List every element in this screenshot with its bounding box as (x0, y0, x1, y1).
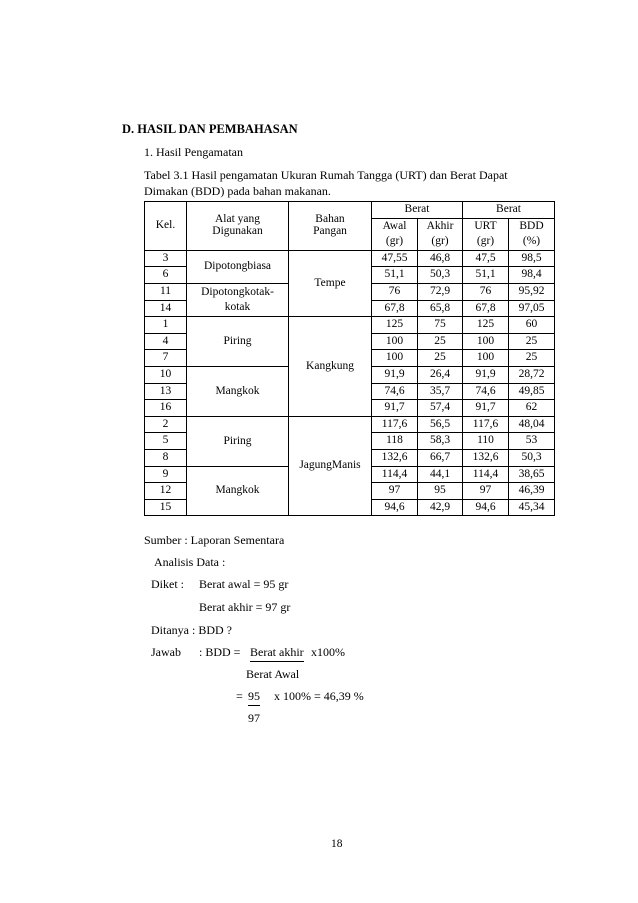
cell-urt: 100 (463, 350, 509, 367)
formula-denominator: Berat Awal (246, 667, 300, 681)
cell-kel: 1 (145, 317, 187, 334)
cell-bahan: Kangkung (289, 317, 372, 417)
cell-bdd: 95,92 (509, 283, 555, 300)
cell-urt: 67,8 (463, 300, 509, 317)
cell-bdd: 49,85 (509, 383, 555, 400)
cell-kel: 16 (145, 400, 187, 417)
cell-bdd: 38,65 (509, 466, 555, 483)
cell-kel: 11 (145, 283, 187, 300)
cell-kel: 5 (145, 433, 187, 450)
cell-urt: 94,6 (463, 499, 509, 516)
cell-akhir: 75 (418, 317, 463, 334)
cell-akhir: 26,4 (418, 366, 463, 383)
cell-awal: 47,55 (372, 250, 418, 267)
cell-urt: 91,9 (463, 366, 509, 383)
table-caption-line-1: Tabel 3.1 Hasil pengamatan Ukuran Rumah Tangga (URT) dan Berat Dapat (144, 168, 508, 182)
sub-heading: 1. Hasil Pengamatan (144, 145, 243, 159)
cell-bdd: 28,72 (509, 366, 555, 383)
cell-bdd: 48,04 (509, 416, 555, 433)
diket-berat-akhir: Berat akhir = 97 gr (199, 600, 291, 614)
cell-alat: Mangkok (187, 466, 289, 516)
cell-akhir: 95 (418, 483, 463, 500)
cell-awal: 100 (372, 333, 418, 350)
cell-awal: 76 (372, 283, 418, 300)
cell-alat: Dipotongkotak-kotak (187, 283, 289, 316)
cell-kel: 3 (145, 250, 187, 267)
cell-kel: 14 (145, 300, 187, 317)
cell-urt: 74,6 (463, 383, 509, 400)
cell-urt: 97 (463, 483, 509, 500)
cell-alat: Mangkok (187, 366, 289, 416)
cell-akhir: 35,7 (418, 383, 463, 400)
header-berat-group-1: Berat (372, 202, 463, 219)
calc-numerator: 95 (248, 689, 260, 706)
cell-kel: 9 (145, 466, 187, 483)
cell-urt: 110 (463, 433, 509, 450)
cell-urt: 47,5 (463, 250, 509, 267)
observation-table-body (145, 250, 555, 516)
cell-urt: 132,6 (463, 449, 509, 466)
header-berat-group-2: Berat (463, 202, 555, 219)
cell-awal: 74,6 (372, 383, 418, 400)
observation-table (144, 201, 555, 516)
header-awal: Awal (372, 218, 418, 234)
cell-kel: 7 (145, 350, 187, 367)
cell-bdd: 46,39 (509, 483, 555, 500)
cell-bahan: Tempe (289, 250, 372, 316)
cell-akhir: 44,1 (418, 466, 463, 483)
cell-urt: 91,7 (463, 400, 509, 417)
diket-label: Diket : (151, 577, 184, 591)
cell-bdd: 98,5 (509, 250, 555, 267)
cell-awal: 94,6 (372, 499, 418, 516)
cell-bdd: 25 (509, 350, 555, 367)
cell-akhir: 46,8 (418, 250, 463, 267)
cell-awal: 132,6 (372, 449, 418, 466)
formula-numerator: Berat akhir (250, 645, 304, 662)
cell-bdd: 97,05 (509, 300, 555, 317)
cell-awal: 91,9 (372, 366, 418, 383)
header-unit-bdd: (%) (509, 234, 555, 250)
cell-kel: 12 (145, 483, 187, 500)
header-akhir: Akhir (418, 218, 463, 234)
cell-kel: 15 (145, 499, 187, 516)
diket-berat-awal: Berat awal = 95 gr (199, 577, 289, 591)
cell-alat: Dipotongbiasa (187, 250, 289, 283)
cell-awal: 67,8 (372, 300, 418, 317)
header-alat: Alat yang Digunakan (187, 202, 289, 251)
cell-awal: 117,6 (372, 416, 418, 433)
table-row (145, 250, 555, 267)
table-source: Sumber : Laporan Sementara (144, 533, 285, 547)
cell-awal: 125 (372, 317, 418, 334)
cell-kel: 4 (145, 333, 187, 350)
cell-akhir: 56,5 (418, 416, 463, 433)
header-kel: Kel. (145, 202, 187, 251)
cell-awal: 51,1 (372, 267, 418, 284)
cell-urt: 125 (463, 317, 509, 334)
section-heading: D. HASIL DAN PEMBAHASAN (122, 122, 298, 136)
cell-bahan: JagungManis (289, 416, 372, 516)
jawab-label: Jawab (151, 645, 181, 659)
calc-result: x 100% = 46,39 % (274, 689, 364, 703)
cell-awal: 97 (372, 483, 418, 500)
header-urt: URT (463, 218, 509, 234)
cell-awal: 118 (372, 433, 418, 450)
cell-bdd: 50,3 (509, 449, 555, 466)
analysis-title: Analisis Data : (154, 555, 226, 569)
table-row (145, 317, 555, 334)
cell-akhir: 65,8 (418, 300, 463, 317)
cell-urt: 114,4 (463, 466, 509, 483)
cell-alat: Piring (187, 317, 289, 367)
cell-urt: 100 (463, 333, 509, 350)
calc-denominator: 97 (248, 711, 260, 725)
formula-multiplier: x100% (311, 645, 345, 659)
cell-akhir: 50,3 (418, 267, 463, 284)
page-number: 18 (331, 838, 343, 850)
cell-akhir: 57,4 (418, 400, 463, 417)
cell-urt: 117,6 (463, 416, 509, 433)
cell-akhir: 25 (418, 350, 463, 367)
cell-alat: Piring (187, 416, 289, 466)
cell-akhir: 42,9 (418, 499, 463, 516)
header-bahan: Bahan Pangan (289, 202, 372, 251)
table-row (145, 416, 555, 433)
header-bdd: BDD (509, 218, 555, 234)
cell-awal: 91,7 (372, 400, 418, 417)
cell-kel: 10 (145, 366, 187, 383)
header-unit-akhir: (gr) (418, 234, 463, 250)
cell-akhir: 66,7 (418, 449, 463, 466)
cell-akhir: 72,9 (418, 283, 463, 300)
cell-kel: 2 (145, 416, 187, 433)
cell-awal: 100 (372, 350, 418, 367)
cell-bdd: 53 (509, 433, 555, 450)
cell-akhir: 25 (418, 333, 463, 350)
jawab-formula-lhs: : BDD = (199, 645, 241, 659)
header-unit-awal: (gr) (372, 234, 418, 250)
cell-urt: 76 (463, 283, 509, 300)
cell-bdd: 25 (509, 333, 555, 350)
ditanya-line: Ditanya : BDD ? (151, 623, 232, 637)
cell-akhir: 58,3 (418, 433, 463, 450)
cell-kel: 6 (145, 267, 187, 284)
cell-bdd: 60 (509, 317, 555, 334)
cell-awal: 114,4 (372, 466, 418, 483)
cell-urt: 51,1 (463, 267, 509, 284)
header-unit-urt: (gr) (463, 234, 509, 250)
table-caption-line-2: Dimakan (BDD) pada bahan makanan. (144, 184, 331, 198)
cell-bdd: 45,34 (509, 499, 555, 516)
calc-equals: = (236, 689, 243, 703)
cell-kel: 13 (145, 383, 187, 400)
cell-bdd: 98,4 (509, 267, 555, 284)
cell-kel: 8 (145, 449, 187, 466)
cell-bdd: 62 (509, 400, 555, 417)
